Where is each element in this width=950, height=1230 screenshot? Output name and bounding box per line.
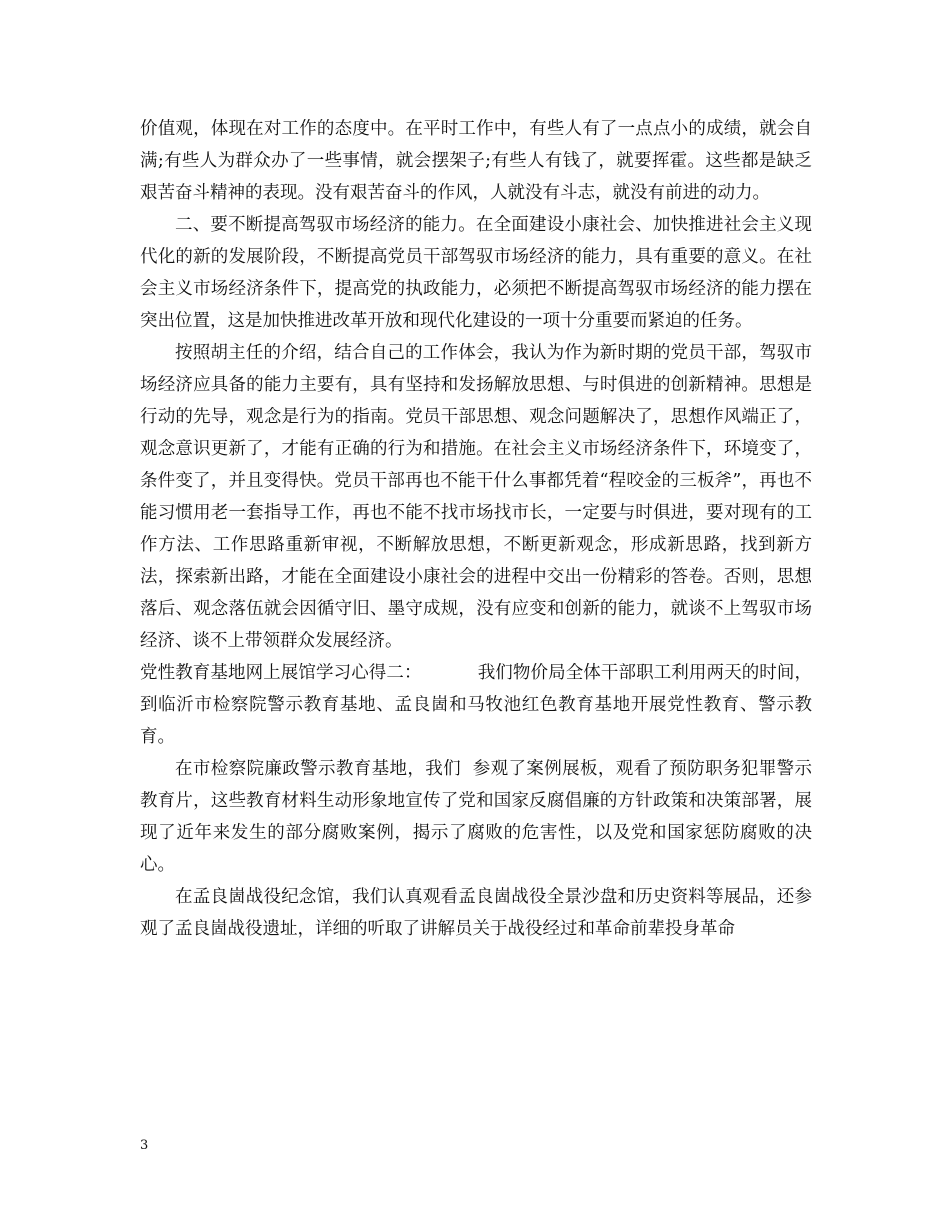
paragraph-section-two [140,657,812,753]
section-heading: 党性教育基地网上展馆学习心得二： [140,663,422,683]
paragraph-procuratorate: 在市检察院廉政警示教育基地，我们 参观了案例展板，观看了预防职务犯罪警示教育片，这些教育材料生动形象地宣传了党和国家反腐倡廉的方针政策和决策部署，展现了近年来发生的部分腐败案例，揭示了腐败的危害性，以及党和国家惩防腐败的决心。 [140,759,812,875]
paragraph-menglianggu: 在孟良崮战役纪念馆，我们认真观看孟良崮战役全景沙盘和历史资料等展品，还参观了孟良崮战役遗址，详细的听取了讲解员关于战役经过和革命前辈投身革命 [140,887,812,939]
page-number: 3 [140,1138,149,1153]
document-body [140,113,812,945]
section-lead: 我们物价局全体干部职工利用两天的时间，到临沂市检察院警示教育基地、孟良崮和马牧池红色教育基地开展党性教育、警示教育。 [140,663,813,747]
paragraph-innovation: 按照胡主任的介绍，结合自己的工作体会，我认为作为新时期的党员干部，驾驭市场经济应具备的能力主要有，具有坚持和发扬解放思想、与时俱进的创新精神。思想是行动的先导，观念是行为的指南。党员干部思想、观念问题解决了，思想作风端正了，观念意识更新了，才能有正确的行为和措施。在社会主义市场经济条件下，环境变了，条件变了，并且变得快。党员干部再也不能干什么事都凭着“程咬金的三板斧”，再也不能习惯用老一套指导工作，再也不能不找市场找市长，一定要与时俱进，要对现有的工作方法、工作思路重新审视，不断解放思想，不断更新观念，形成新思路，找到新方法，探索新出路，才能在全面建设小康社会的进程中交出一份精彩的答卷。否则，思想落后、观念落伍就会因循守旧、墨守成规，没有应变和创新的能力，就谈不上驾驭市场经济、谈不上带领群众发展经济。 [140,343,812,651]
paragraph-market-economy: 二、要不断提高驾驭市场经济的能力。在全面建设小康社会、加快推进社会主义现代化的新的发展阶段，不断提高党员干部驾驭市场经济的能力，具有重要的意义。在社会主义市场经济条件下，提高党的执政能力，必须把不断提高驾驭市场经济的能力摆在突出位置，这是加快推进改革开放和现代化建设的一项十分重要而紧迫的任务。 [140,215,812,331]
paragraph-values: 价值观，体现在对工作的态度中。在平时工作中，有些人有了一点点小的成绩，就会自满;有些人为群众办了一些事情，就会摆架子;有些人有钱了，就要挥霍。这些都是缺乏艰苦奋斗精神的表现。没有艰苦奋斗的作风，人就没有斗志，就没有前进的动力。 [140,119,812,203]
